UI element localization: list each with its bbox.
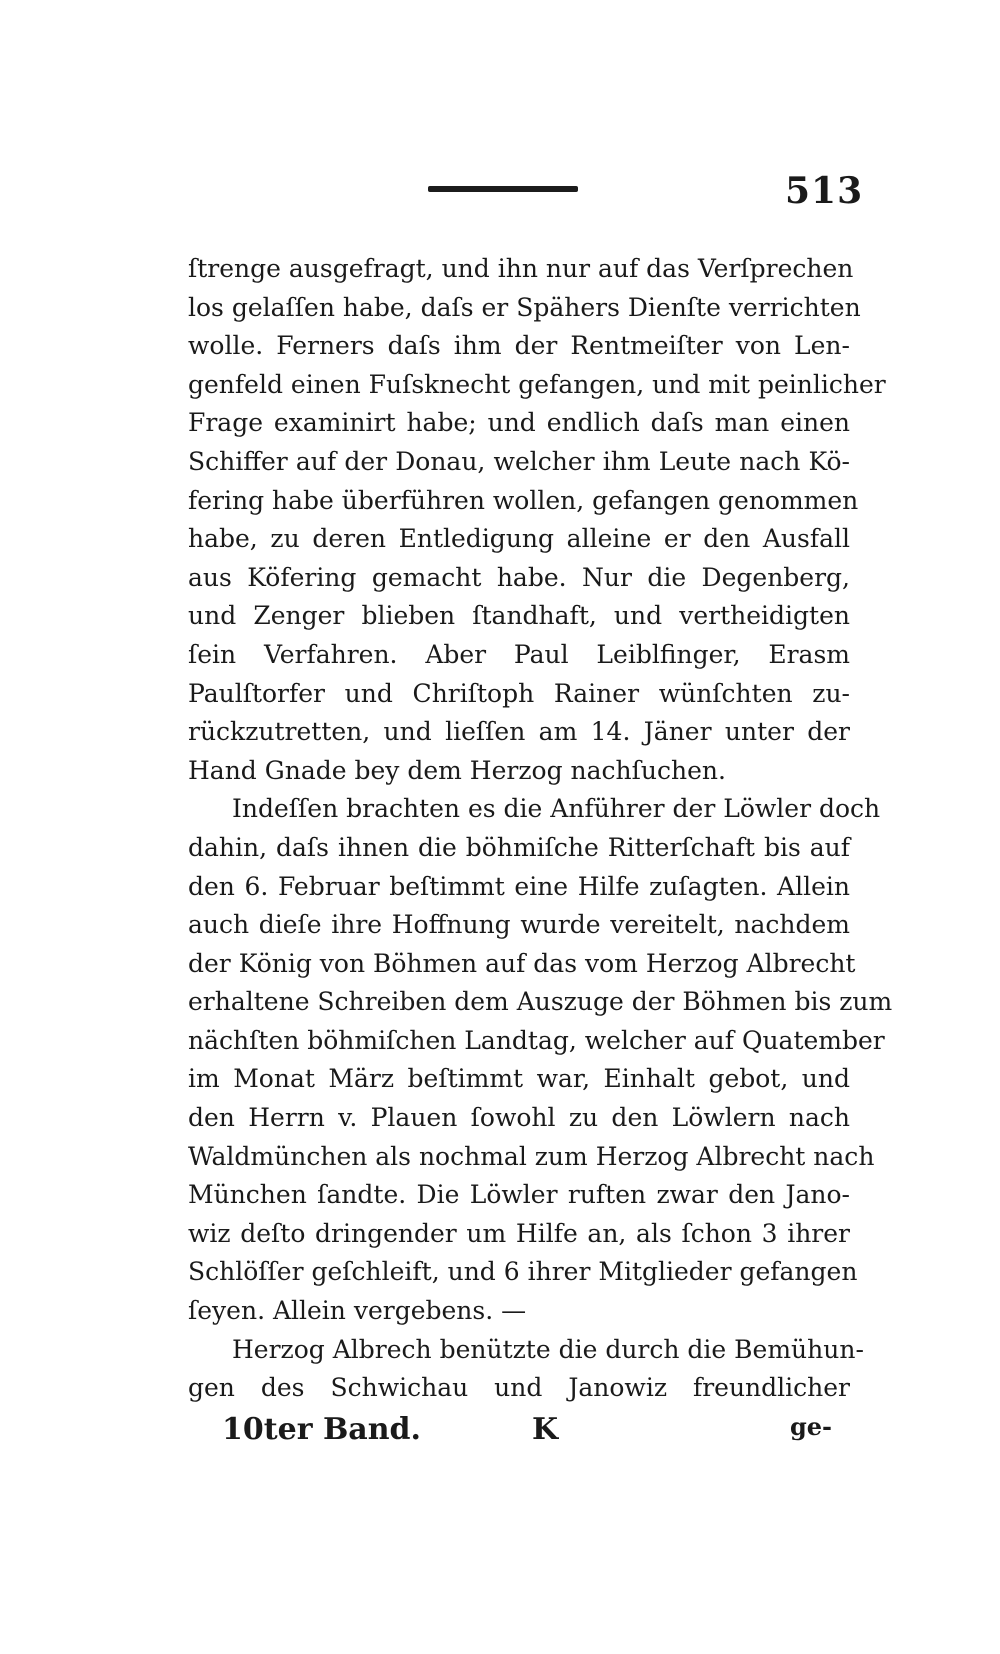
text-line: ſtrenge ausgefragt, und ihn nur auf das Verſprechen bbox=[188, 254, 854, 283]
text-line: gen des Schwichau und Janowiz freundlicher bbox=[188, 1373, 850, 1403]
text-line: Indeſſen brachten es die Anführer der Löwler doch bbox=[232, 794, 881, 824]
text-line: dahin, daſs ihnen die böhmiſche Ritterſchaft bis auf bbox=[188, 832, 850, 862]
text-line: habe, zu deren Entledigung alleine er den Ausfall bbox=[188, 524, 850, 554]
text-line: Waldmünchen als nochmal zum Herzog Albrecht nach bbox=[188, 1141, 875, 1171]
text-line: Paulſtorfer und Chriſtoph Rainer wünſchten zu- bbox=[188, 678, 850, 708]
text-line: den 6. Februar beſtimmt eine Hilfe zuſagten. Allein bbox=[188, 871, 850, 901]
text-line: ſeyen. Allein vergebens. — bbox=[188, 1296, 527, 1326]
text-line: und Zenger blieben ſtandhaft, und vertheidigten bbox=[188, 601, 850, 631]
text-line: genfeld einen Fuſsknecht gefangen, und mit peinlicher bbox=[188, 369, 886, 399]
footer-signature bbox=[222, 1412, 832, 1452]
text-line: erhaltene Schreiben dem Auszuge der Böhmen bis zum bbox=[188, 987, 893, 1017]
volume-signature: 10ter Band. bbox=[222, 1412, 421, 1447]
text-line: der König von Böhmen auf das vom Herzog Albrecht bbox=[188, 948, 856, 978]
text-line: Herzog Albrech benützte die durch die Bemühun- bbox=[232, 1334, 864, 1364]
text-line: aus Köfering gemacht habe. Nur die Degenberg, bbox=[188, 562, 850, 592]
text-line: Hand Gnade bey dem Herzog nachſuchen. bbox=[188, 755, 726, 785]
text-line: Schiffer auf der Donau, welcher ihm Leute nach Kö- bbox=[188, 446, 850, 476]
text-line: Frage examinirt habe; und endlich daſs man einen bbox=[188, 408, 850, 438]
text-line: nächſten böhmiſchen Landtag, welcher auf Quatember bbox=[188, 1025, 885, 1055]
text-line: ſein Verfahren. Aber Paul Leiblfinger, Erasm bbox=[188, 639, 850, 669]
page-number: 513 bbox=[785, 170, 864, 212]
text-line: München ſandte. Die Löwler ruften zwar den Jano- bbox=[188, 1180, 850, 1210]
text-line: fering habe überführen wollen, gefangen genommen bbox=[188, 485, 859, 515]
text-line: im Monat März beſtimmt war, Einhalt gebot, und bbox=[188, 1064, 850, 1094]
body-text bbox=[188, 250, 893, 1408]
text-line: wiz deſto dringender um Hilfe an, als ſchon 3 ihrer bbox=[188, 1218, 850, 1248]
sheet-signature: K bbox=[532, 1412, 559, 1447]
catchword: ge- bbox=[789, 1412, 832, 1441]
text-line: rückzutretten, und lieſſen am 14. Jäner unter der bbox=[188, 717, 850, 747]
text-line: den Herrn v. Plauen ſowohl zu den Löwlern nach bbox=[188, 1103, 850, 1133]
text-line: Schlöſſer geſchleift, und 6 ihrer Mitglieder gefangen bbox=[188, 1257, 858, 1287]
text-line: wolle. Ferners daſs ihm der Rentmeiſter von Len- bbox=[188, 331, 850, 361]
text-line: auch dieſe ihre Hoffnung wurde vereitelt, nachdem bbox=[188, 910, 850, 940]
header-rule bbox=[428, 186, 578, 192]
text-line: los gelaſſen habe, daſs er Spähers Dienſte verrichten bbox=[188, 292, 861, 322]
